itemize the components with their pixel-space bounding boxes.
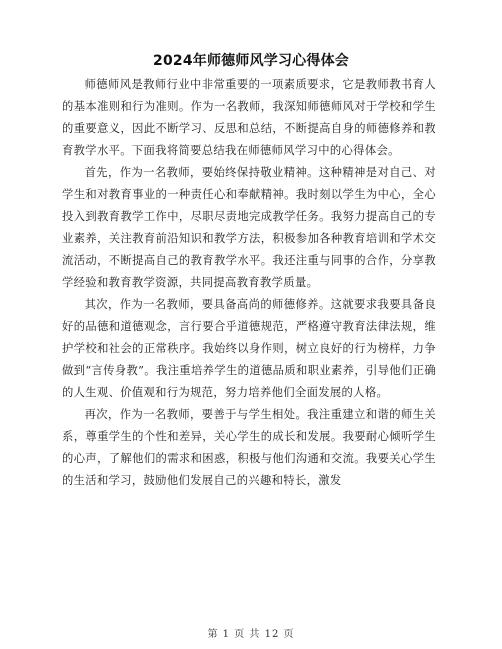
document-body: [62, 74, 436, 492]
paragraph-first-point: 首先，作为一名教师，要始终保持敬业精神。这种精神是对自己、对学生和对教育事业的一种责任心和奉献精神。我时刻以学生为中心，全心投入到教育教学工作中，尽职尽责地完成教学任务。我努力提高自己的专业素养，关注教育前沿知识和教学方法，积极参加各种教育培训和学术交流活动，不断提高自己的教育教学水平。我还注重与同事的合作，分享教学经验和教育教学资源，共同提高教育教学质量。: [62, 166, 436, 289]
paragraph-second-point: 其次，作为一名教师，要具备高尚的师德修养。这就要求我要具备良好的品德和道德观念，言行要合乎道德规范，严格遵守教育法律法规，维护学校和社会的正常秩序。我始终以身作则，树立良好的行为榜样，力争做到“言传身教”。我注重培养学生的道德品质和职业素养，引导他们正确的人生观、价值观和行为规范，努力培养他们全面发展的人格。: [62, 298, 436, 399]
document-title: 2024年师德师风学习心得体会: [153, 53, 349, 69]
paragraph-intro: 师德师风是教师行业中非常重要的一项素质要求，它是教师教书育人的基本准则和行为准则。作为一名教师，我深知师德师风对于学校和学生的重要意义，因此不断学习、反思和总结，不断提高自身的师德修养和教育教学水平。下面我将简要总结我在师德师风学习中的心得体会。: [62, 78, 436, 157]
page-number-footer: 第 1 页 共 12 页: [207, 629, 295, 640]
paragraph-third-point: 再次，作为一名教师，要善于与学生相处。我注重建立和谐的师生关系，尊重学生的个性和差异，关心学生的成长和发展。我要耐心倾听学生的心声，了解他们的需求和困惑，积极与他们沟通和交流。我要关心学生的生活和学习，鼓励他们发展自己的兴趣和特长，激发: [62, 408, 436, 487]
